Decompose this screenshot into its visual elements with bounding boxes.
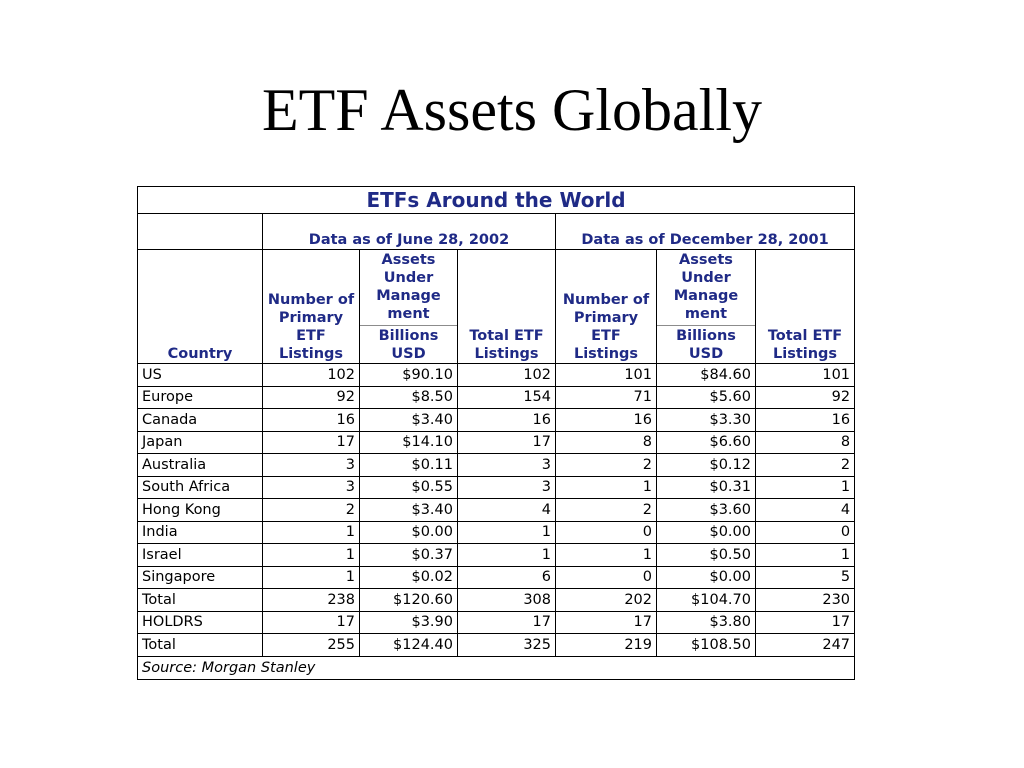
primary-listings-2002-cell: 1 [263,566,360,589]
etf-table-footer [138,656,855,679]
aum-2002-cell: $14.10 [360,431,458,454]
total-listings-2002-cell: 154 [458,386,556,409]
etf-table-header [138,187,855,364]
aum-top-label-2001: Assets Under Manage ment [657,251,755,326]
primary-listings-2001-cell: 1 [556,476,657,499]
total-listings-2001-cell: 5 [756,566,855,589]
table-row [138,611,855,634]
primary-listings-2001-cell: 0 [556,566,657,589]
aum-2001-cell: $0.31 [657,476,756,499]
aum-2002-cell: $3.90 [360,611,458,634]
aum-2001-cell: $0.00 [657,521,756,544]
aum-top-label-2002: Assets Under Manage ment [360,251,457,326]
primary-listings-2002-cell: 102 [263,364,360,387]
group-header-2001: Data as of December 28, 2001 [556,214,855,250]
total-listings-2001-cell: 1 [756,544,855,567]
table-row [138,566,855,589]
primary-listings-2002-cell: 3 [263,476,360,499]
primary-listings-2002-cell: 1 [263,544,360,567]
primary-listings-2002-cell: 17 [263,611,360,634]
table-row [138,454,855,477]
aum-2002-cell: $3.40 [360,499,458,522]
country-cell: Australia [138,454,263,477]
aum-2002-cell: $3.40 [360,409,458,432]
primary-listings-2001-cell: 16 [556,409,657,432]
country-cell: South Africa [138,476,263,499]
primary-listings-2002-cell: 3 [263,454,360,477]
aum-2002-cell: $0.37 [360,544,458,567]
total-listings-2002-cell: 16 [458,409,556,432]
total-listings-header-2002: Total ETF Listings [458,250,556,364]
aum-2001-cell: $104.70 [657,589,756,612]
total-listings-header-2001: Total ETF Listings [756,250,855,364]
aum-2002-cell: $124.40 [360,634,458,657]
country-cell: Singapore [138,566,263,589]
total-listings-2002-cell: 17 [458,611,556,634]
primary-listings-2002-cell: 2 [263,499,360,522]
table-row [138,409,855,432]
num-primary-header-2001: Number of Primary ETF Listings [556,250,657,364]
country-cell: Israel [138,544,263,567]
aum-header-2001 [657,250,756,364]
table-title: ETFs Around the World [138,187,855,214]
table-row [138,431,855,454]
total-listings-2002-cell: 3 [458,476,556,499]
primary-listings-2001-cell: 1 [556,544,657,567]
aum-2002-cell: $120.60 [360,589,458,612]
aum-2001-cell: $5.60 [657,386,756,409]
slide-title: ETF Assets Globally [261,77,762,143]
table-row [138,476,855,499]
primary-listings-2001-cell: 71 [556,386,657,409]
country-cell: Europe [138,386,263,409]
total-listings-2001-cell: 2 [756,454,855,477]
aum-2001-cell: $6.60 [657,431,756,454]
header-blank-cell [138,214,263,250]
aum-2001-cell: $0.12 [657,454,756,477]
aum-header-2002 [360,250,458,364]
total-listings-2002-cell: 4 [458,499,556,522]
table-row [138,634,855,657]
total-listings-2001-cell: 101 [756,364,855,387]
country-cell: India [138,521,263,544]
primary-listings-2001-cell: 2 [556,499,657,522]
aum-2001-cell: $0.50 [657,544,756,567]
aum-2002-cell: $0.11 [360,454,458,477]
aum-2002-cell: $90.10 [360,364,458,387]
aum-2002-cell: $8.50 [360,386,458,409]
total-listings-2002-cell: 6 [458,566,556,589]
total-listings-2002-cell: 102 [458,364,556,387]
primary-listings-2001-cell: 0 [556,521,657,544]
total-listings-2001-cell: 17 [756,611,855,634]
country-cell: US [138,364,263,387]
total-listings-2001-cell: 0 [756,521,855,544]
aum-2002-cell: $0.00 [360,521,458,544]
primary-listings-2002-cell: 238 [263,589,360,612]
primary-listings-2001-cell: 8 [556,431,657,454]
aum-2002-cell: $0.02 [360,566,458,589]
source-note: Source: Morgan Stanley [138,656,855,679]
total-listings-2001-cell: 16 [756,409,855,432]
country-header: Country [138,250,263,364]
primary-listings-2001-cell: 101 [556,364,657,387]
table-row [138,386,855,409]
country-cell: HOLDRS [138,611,263,634]
primary-listings-2002-cell: 17 [263,431,360,454]
total-listings-2001-cell: 92 [756,386,855,409]
table-row [138,589,855,612]
aum-2002-cell: $0.55 [360,476,458,499]
primary-listings-2001-cell: 17 [556,611,657,634]
total-listings-2001-cell: 8 [756,431,855,454]
total-listings-2001-cell: 230 [756,589,855,612]
aum-2001-cell: $108.50 [657,634,756,657]
table-row [138,364,855,387]
aum-2001-cell: $0.00 [657,566,756,589]
total-listings-2002-cell: 3 [458,454,556,477]
country-cell: Total [138,634,263,657]
primary-listings-2001-cell: 219 [556,634,657,657]
total-listings-2002-cell: 1 [458,521,556,544]
aum-2001-cell: $3.80 [657,611,756,634]
total-listings-2002-cell: 1 [458,544,556,567]
primary-listings-2002-cell: 1 [263,521,360,544]
total-listings-2001-cell: 247 [756,634,855,657]
total-listings-2002-cell: 17 [458,431,556,454]
aum-unit-label-2002: Billions USD [378,328,439,362]
country-cell: Japan [138,431,263,454]
country-cell: Canada [138,409,263,432]
aum-2001-cell: $84.60 [657,364,756,387]
primary-listings-2002-cell: 92 [263,386,360,409]
etf-table [137,186,855,680]
total-listings-2001-cell: 1 [756,476,855,499]
table-row [138,544,855,567]
group-header-2002: Data as of June 28, 2002 [263,214,556,250]
primary-listings-2001-cell: 202 [556,589,657,612]
country-cell: Hong Kong [138,499,263,522]
num-primary-header-2002: Number of Primary ETF Listings [263,250,360,364]
aum-2001-cell: $3.60 [657,499,756,522]
primary-listings-2002-cell: 255 [263,634,360,657]
table-row [138,521,855,544]
country-cell: Total [138,589,263,612]
primary-listings-2001-cell: 2 [556,454,657,477]
aum-unit-label-2001: Billions USD [676,328,736,362]
etf-table-body [138,364,855,657]
primary-listings-2002-cell: 16 [263,409,360,432]
total-listings-2002-cell: 325 [458,634,556,657]
total-listings-2001-cell: 4 [756,499,855,522]
total-listings-2002-cell: 308 [458,589,556,612]
table-row [138,499,855,522]
aum-2001-cell: $3.30 [657,409,756,432]
